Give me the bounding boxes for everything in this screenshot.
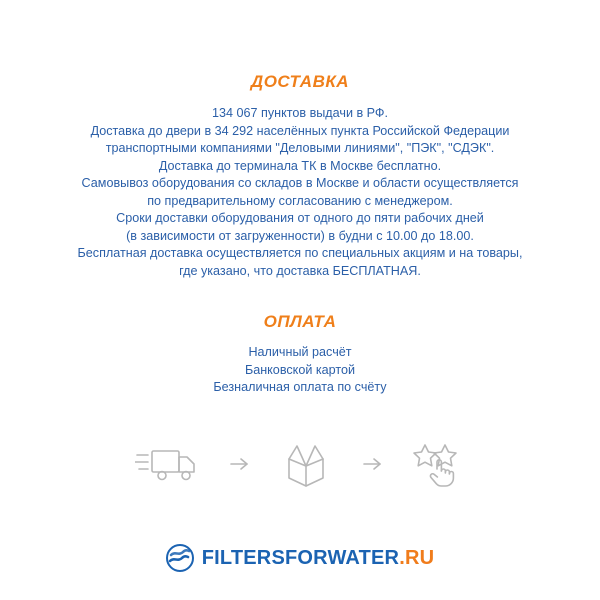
payment-line: Банковской картой bbox=[244, 362, 356, 377]
delivery-line: Бесплатная доставка осуществляется по специальных акциям и на товары, bbox=[77, 246, 523, 260]
delivery-section-title: ДОСТАВКА bbox=[250, 72, 350, 91]
arrow-right-icon bbox=[229, 456, 251, 472]
delivery-line: Доставка до двери в 34 292 населённых пункта Российской Федерации bbox=[90, 123, 510, 138]
payment-section-title: ОПЛАТА bbox=[263, 312, 337, 331]
logo-tld-text: .RU bbox=[399, 546, 435, 569]
site-footer-logo[interactable] bbox=[0, 544, 600, 572]
payment-line: Безналичная оплата по счёту bbox=[213, 380, 387, 394]
process-icons-row bbox=[135, 439, 465, 489]
delivery-line: где указано, что доставка БЕСПЛАТНАЯ. bbox=[179, 263, 421, 278]
logo-wordmark bbox=[202, 547, 434, 570]
logo-brand-text: FILTERSFORWATER bbox=[201, 546, 400, 569]
delivery-line: (в зависимости от загруженности) в будни с 10.00 до 18.00. bbox=[126, 228, 474, 243]
payment-line: Наличный расчёт bbox=[248, 345, 352, 359]
delivery-truck-icon bbox=[135, 441, 203, 487]
delivery-text-block bbox=[20, 105, 580, 280]
open-box-icon bbox=[276, 439, 336, 489]
delivery-line: 134 067 пунктов выдачи в РФ. bbox=[212, 106, 388, 120]
wave-circle-logo-icon bbox=[166, 544, 194, 572]
delivery-line: Сроки доставки оборудования от одного до пяти рабочих дней bbox=[116, 211, 484, 225]
arrow-right-icon bbox=[362, 456, 384, 472]
delivery-line: транспортными компаниями "Деловыми линиями", "ПЭК", "СДЭК". bbox=[105, 141, 495, 155]
payment-text-block bbox=[20, 344, 580, 397]
delivery-line: Доставка до терминала ТК в Москве бесплатно. bbox=[158, 158, 442, 173]
delivery-line: Самовывоз оборудования со складов в Москве и области осуществляется bbox=[81, 176, 519, 190]
rating-stars-hand-icon bbox=[409, 439, 465, 489]
delivery-line: по предварительному согласованию с менеджером. bbox=[147, 193, 453, 208]
